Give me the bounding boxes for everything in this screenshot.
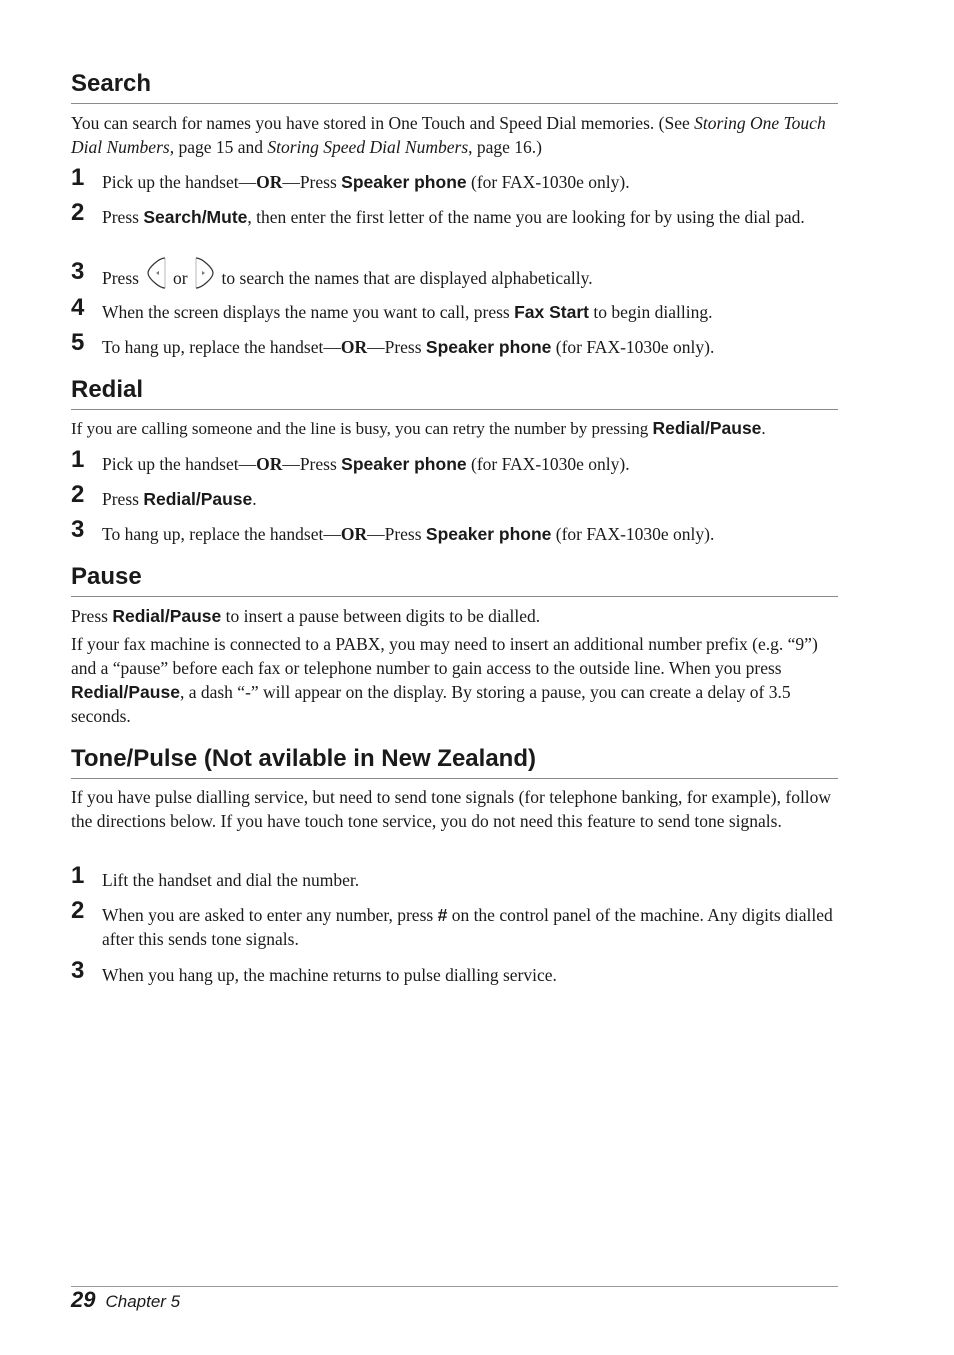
page-footer [71, 1286, 838, 1313]
search-step-1: 1 Pick up the handset—OR—Press Speaker phone (for FAX-1030e only). [71, 164, 630, 192]
left-navigation-key-icon [145, 256, 167, 296]
redial-step-3: 3 To hang up, replace the handset—OR—Press Speaker phone (for FAX-1030e only). [71, 516, 715, 544]
redial-step-1: 1 Pick up the handset—OR—Press Speaker phone (for FAX-1030e only). [71, 446, 630, 474]
search-step-5: 5 To hang up, replace the handset—OR—Press Speaker phone (for FAX-1030e only). [71, 329, 715, 357]
tone-step-2: 2 When you are asked to enter any number, press # on the control panel of the machine. Any digits dialled after this sends tone signals. [71, 897, 833, 949]
pause-paragraph-1: Press Redial/Pause to insert a pause between digits to be dialled. [71, 606, 541, 626]
page-number: 29 [71, 1287, 96, 1312]
section-heading-redial: Redial [71, 376, 838, 410]
tone-step-3: 3 When you hang up, the machine returns to pulse dialling service. [71, 957, 557, 985]
section-heading-search: Search [71, 70, 838, 104]
pause-paragraph-2: If your fax machine is connected to a PABX, you may need to insert an additional number prefix (e.g. “9”) and a “pause” before each fax or telephone number to gain access to the outside line. When you press Redial/Pause, a dash “-” will appear on the display. By storing a pause, you can create a delay of 3.5 seconds. [71, 634, 818, 726]
redial-step-2: 2 Press Redial/Pause. [71, 481, 257, 509]
search-intro: You can search for names you have stored in One Touch and Speed Dial memories. (See Storing One Touch Dial Numbers, page 15 and Storing Speed Dial Numbers, page 16.) [71, 113, 826, 157]
tone-step-1: 1 Lift the handset and dial the number. [71, 862, 360, 890]
redial-intro: If you are calling someone and the line is busy, you can retry the number by pressing Redial/Pause. [71, 418, 766, 438]
search-step-4: 4 When the screen displays the name you want to call, press Fax Start to begin dialling. [71, 294, 713, 322]
section-heading-pause: Pause [71, 563, 838, 597]
right-navigation-key-icon [194, 256, 216, 296]
section-heading-tone-pulse: Tone/Pulse (Not avilable in New Zealand) [71, 745, 838, 779]
search-step-3: 3 Press or to search the names that are displayed alphabetically. [71, 264, 838, 296]
search-step-2: 2 Press Search/Mute, then enter the first letter of the name you are looking for by using the dial pad. [71, 199, 805, 227]
chapter-label: Chapter 5 [105, 1292, 181, 1311]
tone-intro: If you have pulse dialling service, but need to send tone signals (for telephone banking, for example), follow the directions below. If you have touch tone service, you do not need this feature to send tone signals. [71, 787, 832, 831]
